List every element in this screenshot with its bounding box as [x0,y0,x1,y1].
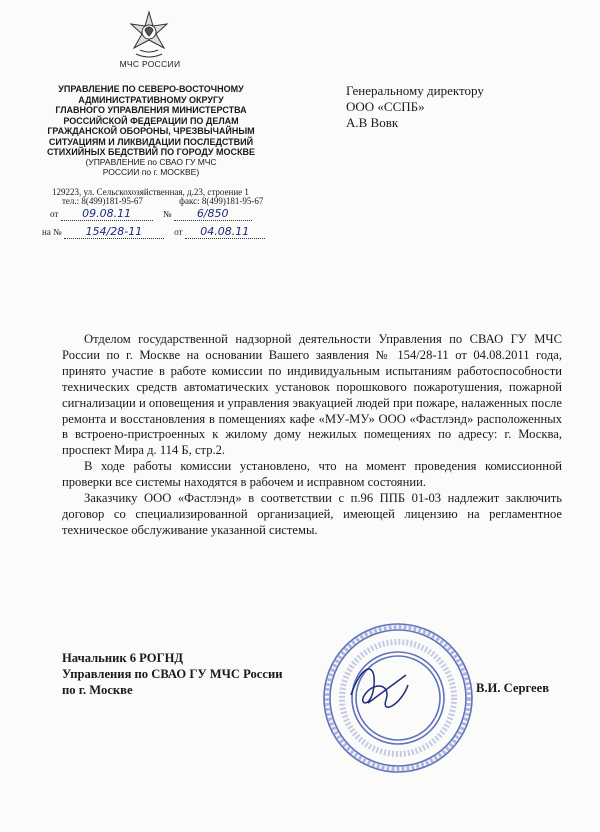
sender-contacts [62,196,263,206]
body-paragraph: Заказчику ООО «Фастлэнд» в соответствии с п.96 ППБ 01-03 надлежит заключить договор со специализированной организацией, имеющей лицензию на регламентное техническое обслуживание указанной системы. [62,491,562,537]
letter-body [62,332,562,539]
sender-line: СИТУАЦИЯМ И ЛИКВИДАЦИИ ПОСЛЕДСТВИЙ [48,136,254,147]
recipient-block [346,83,484,131]
incoming-date-label: от [174,227,183,237]
body-paragraph: В ходе работы комиссии установлено, что на момент проведения комиссионной проверки все системы находятся в рабочем и исправном состоянии. [62,459,562,490]
signatory-title-line: по г. Москве [62,683,133,697]
sender-short-line: РОССИИ по г. МОСКВЕ) [102,167,200,177]
recipient-line: А.В Вовк [346,115,399,130]
sender-organization [26,84,276,158]
phone-number: тел.: 8(499)181-95-67 [62,196,143,206]
sender-address: 129223, ул. Сельскохозяйственная, д.23, строение 1 [52,187,249,197]
outgoing-number: 6/850 [174,207,252,221]
ministry-name: МЧС РОССИИ [119,59,181,69]
signature-scribble-icon [346,655,416,720]
outgoing-number-label: № [162,209,172,219]
incoming-registration [42,225,265,239]
recipient-line: ООО «ССПБ» [346,99,425,114]
sender-line: РОССИЙСКОЙ ФЕДЕРАЦИИ ПО ДЕЛАМ [63,115,239,126]
sender-line: ГЛАВНОГО УПРАВЛЕНИЯ МИНИСТЕРСТВА [55,105,247,115]
sender-line: СТИХИЙНЫХ БЕДСТВИЙ ПО ГОРОДУ МОСКВЕ [47,147,255,157]
outgoing-date-label: от [50,209,59,219]
sender-line: АДМИНИСТРАТИВНОМУ ОКРУГУ [78,94,224,105]
incoming-date: 04.08.11 [185,225,265,239]
signatory-title-line: Начальник 6 РОГНД [62,651,184,665]
sender-short-line: (УПРАВЛЕНИЕ по СВАО ГУ МЧС [85,157,217,167]
sender-line: ГРАЖДАНСКОЙ ОБОРОНЫ, ЧРЕЗВЫЧАЙНЫМ [47,126,255,136]
outgoing-registration [50,207,252,221]
signatory-title [62,650,283,698]
recipient-line: Генеральному директору [346,83,484,98]
signatory-title-line: Управления по СВАО ГУ МЧС России [62,667,283,681]
incoming-number: 154/28-11 [64,225,164,239]
signatory-name: В.И. Сергеев [476,681,550,695]
sender-short-name [26,157,276,177]
body-paragraph: Отделом государственной надзорной деятельности Управления по СВАО ГУ МЧС России по г. Москве на основании Вашего заявления № 154/28-11 от 04.08.2011 года, принято участие в работе комиссии по индивидуальным испытаниям работоспособности технических средств автоматических установок порошкового пожаротушения, пожарной сигнализации и оповещения и управления эвакуацией людей при пожаре, налаженных после ремонта и восстановления в помещениях кафе «МУ-МУ» ООО «Фастлэнд» расположенных в встроено-пристроенных к жилому дому нежилых помещениях по адресу: г. Москва, проспект Мира д. 114 Б, стр.2. [62,332,562,458]
incoming-number-label: на № [42,227,62,237]
sender-line: УПРАВЛЕНИЕ ПО СЕВЕРО-ВОСТОЧНОМУ [58,84,244,94]
outgoing-date: 09.08.11 [61,207,153,221]
mchs-emblem-icon [128,10,170,60]
fax-number: факс: 8(499)181-95-67 [179,196,264,206]
